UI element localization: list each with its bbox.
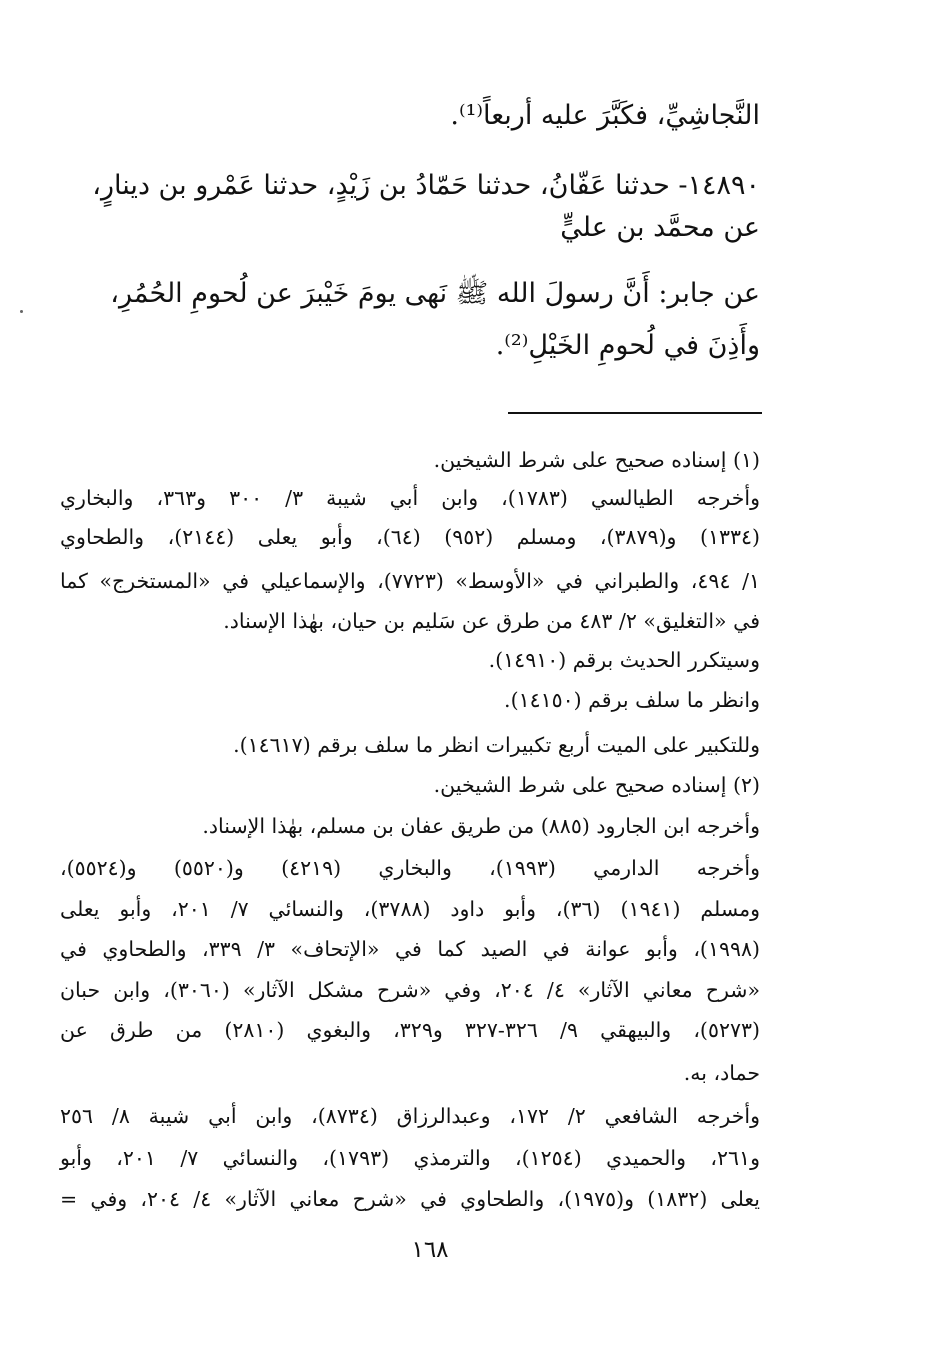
hadith-text-line: وأَذِنَ في لُحومِ الخَيْلِ⁽²⁾.	[495, 330, 760, 361]
footnote-line: وأخرجه الدارمي (١٩٩٣)، والبخاري (٤٢١٩) و(٥٥٢٠) و(٥٥٢٤)،	[60, 856, 760, 880]
footnote-line: يعلى (١٨٣٢) و(١٩٧٥)، والطحاوي في «شرح معاني الآثار» ٤/ ٢٠٤، وفي =	[60, 1187, 760, 1211]
main-text-line: النَّجاشِيِّ، فكَبَّرَ عليه أربعاً⁽¹⁾.	[450, 100, 760, 131]
footnote-line: وأخرجه ابن الجارود (٨٨٥) من طريق عفان بن مسلم، بهٰذا الإسناد.	[202, 814, 760, 838]
footnote-line: حماد، به.	[683, 1061, 760, 1085]
footnote-line: «شرح معاني الآثار» ٤/ ٢٠٤، وفي «شرح مشكل الآثار» (٣٠٦٠)، وابن حبان	[60, 978, 760, 1002]
footnote-line: وسيتكرر الحديث برقم (١٤٩١٠).	[488, 648, 760, 672]
footnote-line: في «التغليق» ٢/ ٤٨٣ من طرق عن سَليم بن حيان، بهٰذا الإسناد.	[223, 609, 760, 633]
footnote-line: وأخرجه الشافعي ٢/ ١٧٢، وعبدالرزاق (٨٧٣٤)، وابن أبي شيبة ٨/ ٢٥٦	[60, 1104, 761, 1128]
footnote-line: (١٣٣٤) و(٣٨٧٩)، ومسلم (٩٥٢) (٦٤)، وأبو يعلى (٢١٤٤)، والطحاوي	[60, 525, 761, 549]
footnote-separator	[508, 412, 762, 414]
footnote-line: وانظر ما سلف برقم (١٤١٥٠).	[504, 688, 760, 712]
page-number: ١٦٨	[411, 1237, 449, 1263]
footnote-line: وللتكبير على الميت أربع تكبيرات انظر ما سلف برقم (١٤٦١٧).	[233, 733, 760, 757]
footnote-line: ١/ ٤٩٤، والطبراني في «الأوسط» (٧٧٢٣)، والإسماعيلي في «المستخرج» كما	[60, 569, 760, 593]
scan-mark	[20, 310, 23, 313]
footnote-line: و٢٦١، والحميدي (١٢٥٤)، والترمذي (١٧٩٣)، والنسائي ٧/ ٢٠١، وأبو	[60, 1146, 760, 1170]
hadith-text-line: عن جابر: أَنَّ رسولَ الله ﷺ نَهى يومَ خَيْبرَ عن لُحومِ الحُمُرِ،	[110, 278, 760, 309]
footnote-line: (٥٢٧٣)، والبيهقي ٩/ ٣٢٦-٣٢٧ و٣٢٩، والبغوي (٢٨١٠) من طرق عن	[60, 1018, 760, 1042]
footnote-line: (١) إسناده صحيح على شرط الشيخين.	[433, 448, 760, 472]
footnote-line: وأخرجه الطيالسي (١٧٨٣)، وابن أبي شيبة ٣/ ٣٠٠ و٣٦٣، والبخاري	[60, 486, 760, 510]
footnote-line: ومسلم (١٩٤١) (٣٦)، وأبو داود (٣٧٨٨)، والنسائي ٧/ ٢٠١، وأبو يعلى	[60, 897, 760, 921]
hadith-text-line: عن محمَّد بن عليٍّ	[560, 212, 760, 243]
footnote-line: (٢) إسناده صحيح على شرط الشيخين.	[433, 773, 760, 797]
hadith-text-line: ١٤٨٩٠- حدثنا عَفّانُ، حدثنا حَمّادُ بن زَيْدٍ، حدثنا عَمْرو بن دينارٍ،	[92, 170, 760, 201]
footnote-line: (١٩٩٨)، وأبو عوانة في الصيد كما في «الإتحاف» ٣/ ٣٣٩، والطحاوي في	[60, 937, 760, 961]
